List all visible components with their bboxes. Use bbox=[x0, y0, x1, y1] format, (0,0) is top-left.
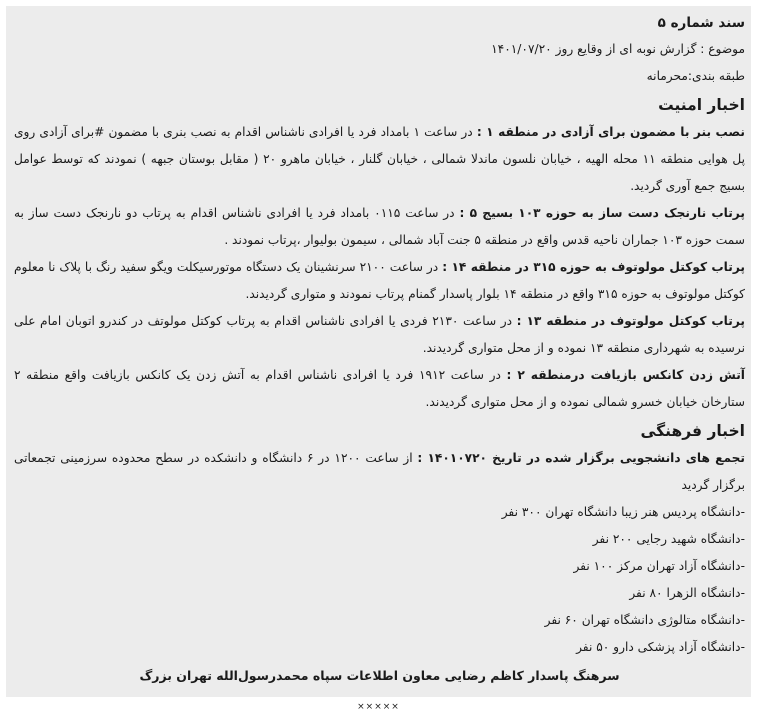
university-list-item: -دانشگاه آزاد تهران مرکز ۱۰۰ نفر bbox=[573, 559, 745, 573]
report-item-lead: پرتاب کوکتل مولوتوف در منطقه ۱۳ : bbox=[516, 314, 745, 328]
document-title: سند شماره ۵ bbox=[657, 15, 745, 31]
section-heading-cultural: اخبار فرهنگی bbox=[640, 422, 745, 440]
university-list-item: -دانشگاه پردیس هنر زیبا دانشگاه تهران ۳۰۰ نفر bbox=[501, 505, 745, 519]
university-list-item: -دانشگاه متالوژی دانشگاه تهران ۶۰ نفر bbox=[544, 613, 745, 627]
report-item-body: از ساعت ۱۲۰۰ در ۶ دانشگاه و دانشکده در سطح محدوده سرزمینی تجمعاتی برگزار گردید bbox=[14, 451, 745, 492]
document-subject: موضوع : گزارش نوبه ای از وقایع روز ۱۴۰۱/۰۷/۲۰ bbox=[491, 42, 745, 56]
document-body bbox=[6, 6, 751, 697]
report-item-lead: آتش زدن کانکس بازیافت درمنطقه ۲ : bbox=[506, 368, 745, 382]
report-item bbox=[14, 200, 745, 254]
report-item bbox=[14, 119, 745, 200]
report-item bbox=[14, 362, 745, 416]
report-item-lead: نصب بنر با مضمون برای آزادی در منطقه ۱ : bbox=[476, 125, 745, 139]
university-list-item: -دانشگاه شهید رجایی ۲۰۰ نفر bbox=[592, 532, 745, 546]
report-item-body: در ساعت ۰۱۱۵ بامداد فرد یا افرادی ناشناس اقدام به پرتاب دو نارنجک دست ساز به سمت حوزه ۱۰۳ جماران ناحیه قدس واقع در منطقه ۵ جنت آباد شمالی ، سیمون بولیوار ،پرتاب نمودند . bbox=[14, 206, 745, 247]
document-classification: طبقه بندی:محرمانه bbox=[646, 69, 745, 83]
report-item bbox=[14, 445, 745, 499]
report-item-body: در ساعت ۱ بامداد فرد یا افرادی ناشناس اقدام به نصب بنری با مضمون #برای آزادی روی پل هوایی منطقه ۱۱ محله الهیه ، خیابان نلسون ماندلا شمالی ، خیابان گلنار ، خیابان ماهرو ۲۰ ( مقابل بوستان جبهه ) نمودند که توسط عوامل بسیج جمع آوری گردید. bbox=[14, 125, 746, 193]
footer-marks: ××××× bbox=[357, 702, 400, 712]
report-item bbox=[14, 254, 745, 308]
section-heading-security: اخبار امنیت bbox=[658, 96, 745, 114]
university-list-item: -دانشگاه الزهرا ۸۰ نفر bbox=[629, 586, 745, 600]
report-item-lead: پرتاب نارنجک دست ساز به حوزه ۱۰۳ بسیج ۵ : bbox=[459, 206, 745, 220]
report-item-body: در ساعت ۲۱۰۰ سرنشینان یک دستگاه موتورسیکلت ویگو سفید رنگ با پلاک نا معلوم کوکتل مولوتوف به حوزه ۳۱۵ واقع در منطقه ۱۴ بلوار پاسدار گمنام پرتاب نمودند و متواری گردیدند. bbox=[14, 260, 745, 301]
report-item-body: در ساعت ۲۱۳۰ فردی یا افرادی ناشناس اقدام به پرتاب کوکتل مولوتف در کندرو اتوبان امام علی نرسیده به شهرداری منطقه ۱۳ نموده و از محل متواری گردیدند. bbox=[14, 314, 745, 355]
report-item-body: در ساعت ۱۹۱۲ فرد یا افرادی ناشناس اقدام به آتش زدن یک کانکس بازیافت واقع منطقه ۲ ستارخان خیابان خسرو شمالی نموده و از محل متواری گردیدند. bbox=[14, 368, 745, 409]
report-item-lead: تجمع های دانشجویی برگزار شده در تاریخ ۱۴۰۱۰۷۲۰ : bbox=[417, 451, 745, 465]
signature: سرهنگ پاسدار کاظم رضایی معاون اطلاعات سپاه محمدرسول‌الله تهران بزرگ bbox=[139, 668, 620, 683]
report-item bbox=[14, 308, 745, 362]
university-list-item: -دانشگاه آزاد پزشکی دارو ۵۰ نفر bbox=[576, 640, 745, 654]
report-item-lead: پرتاب کوکتل مولوتوف به حوزه ۳۱۵ در منطقه ۱۴ : bbox=[442, 260, 745, 274]
